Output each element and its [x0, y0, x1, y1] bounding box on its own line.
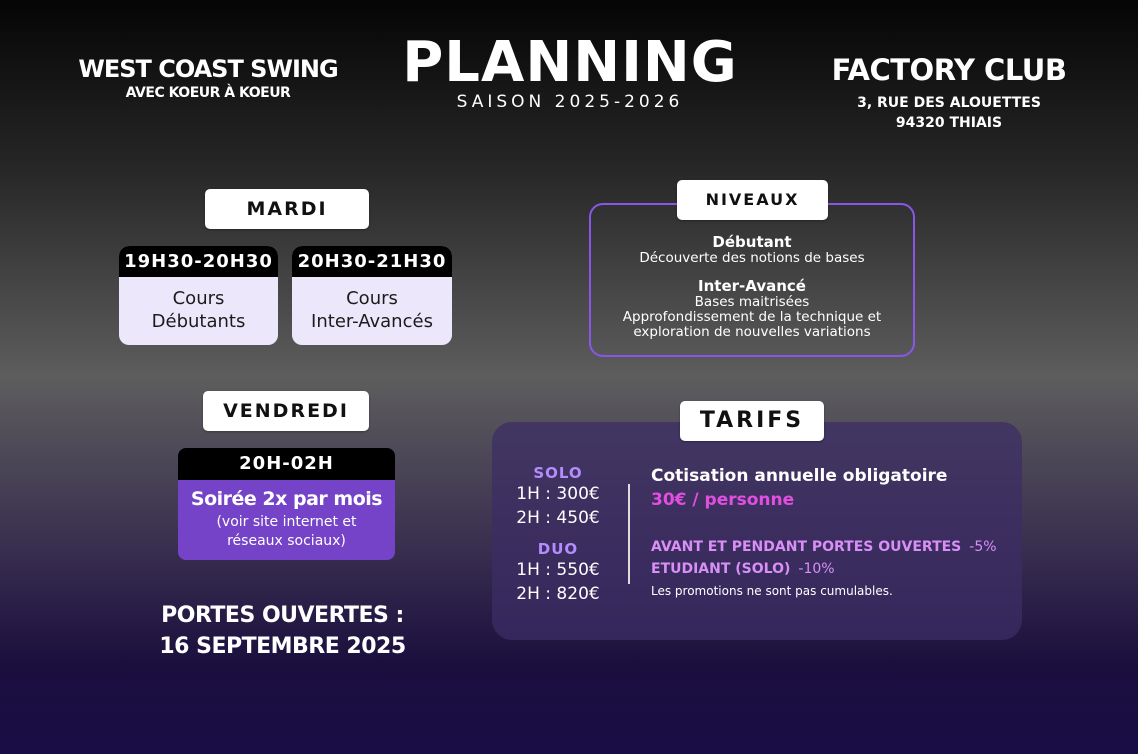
promo-value: -10%: [798, 561, 835, 577]
membership-title: Cotisation annuelle obligatoire: [651, 466, 948, 486]
duo-2h-price: 2H : 820€: [516, 584, 600, 604]
page-title-block: [380, 30, 760, 112]
venue-name: FACTORY CLUB: [831, 53, 1067, 87]
soiree-time: 20H-02H: [178, 448, 395, 480]
level-debutant-desc: Découverte des notions de bases: [639, 250, 865, 266]
soiree-title: Soirée 2x par mois: [190, 488, 383, 510]
open-house-date: 16 SEPTEMBRE 2025: [159, 634, 406, 659]
season-subtitle: SAISON 2025-2026: [456, 92, 684, 112]
organizer-subtitle: AVEC KOEUR À KOEUR: [125, 85, 291, 101]
class-description: [119, 277, 278, 333]
levels-label: NIVEAUX: [677, 180, 828, 220]
pricing-rates: [500, 464, 616, 606]
day-label-mardi: MARDI: [205, 189, 369, 229]
promo-value: -5%: [969, 539, 997, 555]
solo-2h-price: 2H : 450€: [516, 508, 600, 528]
promo-label: ETUDIANT (SOLO): [651, 561, 791, 577]
pricing-details: [651, 464, 1011, 600]
dance-style-title: WEST COAST SWING: [78, 55, 338, 83]
duo-label: DUO: [537, 540, 579, 558]
level-inter-title: Inter-Avancé: [698, 277, 806, 295]
soiree-card: [178, 448, 395, 560]
solo-1h-price: 1H : 300€: [516, 484, 600, 504]
membership-price: 30€ / personne: [651, 490, 795, 510]
open-house-title: PORTES OUVERTES :: [161, 603, 404, 628]
soiree-subtitle: [178, 513, 395, 551]
promo-student: [651, 558, 1011, 580]
promo-label: AVANT ET PENDANT PORTES OUVERTES: [651, 539, 962, 555]
class-time: 19H30-20H30: [119, 246, 278, 277]
levels-text: [589, 234, 915, 340]
class-desc-line: Inter-Avancés: [311, 311, 433, 332]
pricing-divider: [628, 484, 630, 584]
class-card-debutants: [119, 246, 278, 345]
venue-address: [800, 93, 1098, 133]
venue-block: [800, 53, 1098, 133]
solo-label: SOLO: [533, 464, 583, 482]
class-desc-line: Cours: [346, 288, 398, 309]
address-line-2: 94320 THIAIS: [895, 115, 1003, 131]
club-name-block: [40, 55, 376, 101]
level-inter-desc-2: Approfondissement de la technique et: [622, 309, 882, 325]
class-time: 20H30-21H30: [292, 246, 452, 277]
promo-open-house: [651, 536, 1011, 558]
duo-1h-price: 1H : 550€: [516, 560, 600, 580]
promo-note: Les promotions ne sont pas cumulables.: [651, 584, 893, 598]
page-title: PLANNING: [402, 30, 738, 95]
class-desc-line: Débutants: [151, 311, 246, 332]
level-inter-desc-3: exploration de nouvelles variations: [633, 324, 871, 340]
level-inter-desc-1: Bases maitrisées: [694, 294, 810, 310]
class-card-inter-avances: [292, 246, 452, 345]
class-description: [292, 277, 452, 333]
address-line-1: 3, RUE DES ALOUETTES: [857, 95, 1041, 111]
class-desc-line: Cours: [172, 288, 225, 309]
soiree-sub-line: réseaux sociaux): [227, 533, 346, 549]
pricing-label: TARIFS: [680, 401, 824, 441]
open-house-announcement: [140, 600, 425, 662]
level-debutant-title: Débutant: [712, 233, 792, 251]
soiree-sub-line: (voir site internet et: [216, 514, 357, 530]
day-label-vendredi: VENDREDI: [203, 391, 369, 431]
